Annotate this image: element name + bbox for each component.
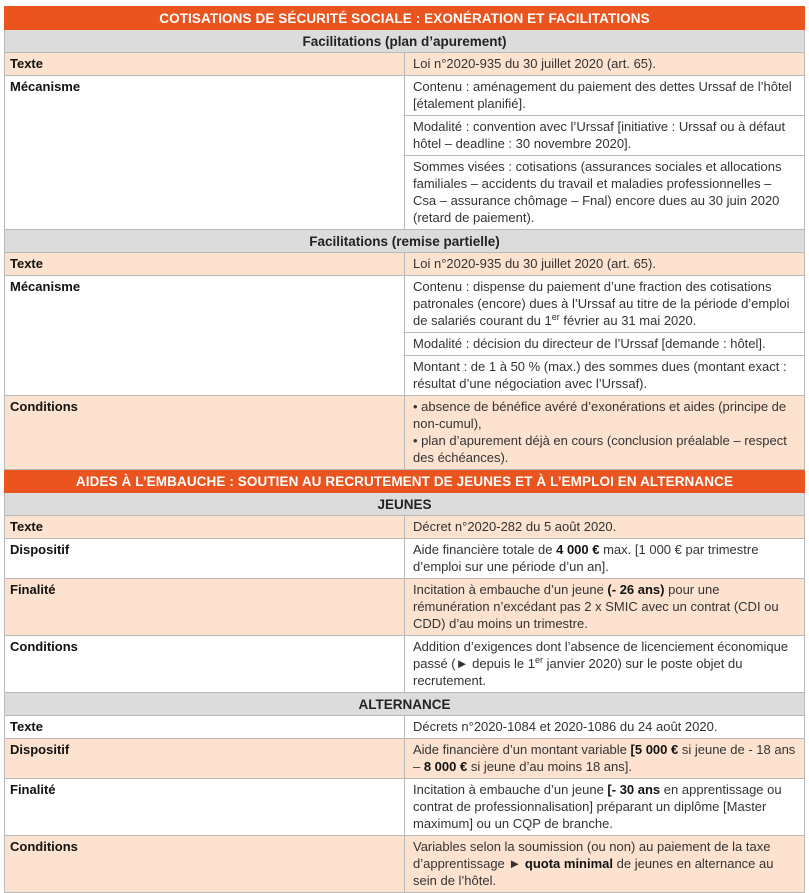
row-value: Montant : de 1 à 50 % (max.) des sommes dues (montant exact : résultat d’une négociation avec l’Urssaf). [405, 356, 805, 396]
text-part: Aide financière d’un montant variable [413, 742, 631, 757]
subsection-header-jeunes [5, 493, 805, 516]
row-finalite [5, 779, 805, 836]
row-label: Dispositif [5, 739, 405, 779]
text-part: Variables selon la soumission (ou non) au paiement de la taxe d’apprentissage ► [413, 839, 771, 871]
subsection-title: Facilitations (plan d’apurement) [5, 30, 805, 53]
row-mecanisme [5, 276, 805, 333]
bold-amount: 8 000 € [423, 759, 468, 774]
row-value: Loi n°2020-935 du 30 juillet 2020 (art. 65). [405, 253, 805, 276]
text-part: si jeune de - 18 ans – [413, 742, 796, 774]
row-conditions [5, 836, 805, 893]
text-part: Addition d’exigences dont l’absence de licenciement économique passé (► depuis le 1 [413, 639, 789, 671]
subsection-header-remise [5, 230, 805, 253]
bold-text: [- 30 ans [607, 782, 661, 797]
row-label: Conditions [5, 836, 405, 893]
row-dispositif [5, 739, 805, 779]
section-title: COTISATIONS DE SÉCURITÉ SOCIALE : EXONÉRATION ET FACILITATIONS [5, 7, 805, 30]
subsection-title: ALTERNANCE [5, 693, 805, 716]
row-label: Conditions [5, 396, 405, 470]
row-label: Texte [5, 53, 405, 76]
row-label: Dispositif [5, 539, 405, 579]
row-value [405, 276, 805, 333]
row-mecanisme [5, 76, 805, 116]
row-label: Finalité [5, 779, 405, 836]
row-value: Modalité : convention avec l’Urssaf [initiative : Urssaf ou à défaut hôtel – deadline : 30 novembre 2020]. [405, 116, 805, 156]
row-conditions [5, 396, 805, 470]
text-part: janvier 2020) sur le poste objet du recrutement. [413, 656, 743, 688]
row-value: Décret n°2020-282 du 5 août 2020. [405, 516, 805, 539]
row-label: Mécanisme [5, 76, 405, 230]
row-value [405, 779, 805, 836]
bold-text: (- 26 ans) [607, 582, 665, 597]
text-part: de jeunes en alternance au sein de l’hôtel. [413, 856, 774, 888]
row-value [405, 539, 805, 579]
text-part: Aide financière totale de [413, 542, 557, 557]
row-value [405, 636, 805, 693]
subsection-title: Facilitations (remise partielle) [5, 230, 805, 253]
text-part: Incitation à embauche d’un jeune [413, 582, 608, 597]
superscript: er [535, 655, 544, 665]
list-item: • plan d’apurement déjà en cours (conclusion préalable – respect des échéances). [413, 433, 787, 465]
list-item: • absence de bénéfice avéré d’exonérations et aides (principe de non-cumul), [413, 399, 787, 431]
info-table [4, 6, 805, 893]
row-texte [5, 516, 805, 539]
row-texte [5, 253, 805, 276]
row-label: Conditions [5, 636, 405, 693]
row-value [405, 836, 805, 893]
row-label: Texte [5, 516, 405, 539]
row-texte [5, 716, 805, 739]
text-part: max. [1 000 € par trimestre d’emploi sur une période d’un an]. [413, 542, 759, 574]
row-value: Contenu : aménagement du paiement des dettes Urssaf de l’hôtel [étalement planifié]. [405, 76, 805, 116]
document [4, 6, 805, 893]
bold-text: quota minimal [524, 856, 614, 871]
bold-amount: 4 000 € [556, 542, 600, 557]
superscript: er [551, 312, 560, 322]
row-value: Décrets n°2020-1084 et 2020-1086 du 24 août 2020. [405, 716, 805, 739]
row-conditions [5, 636, 805, 693]
bold-amount: [5 000 € [630, 742, 679, 757]
text-part: si jeune d’au moins 18 ans]. [467, 759, 632, 774]
row-label: Texte [5, 716, 405, 739]
text-part: en apprentissage ou contrat de professionnalisation] préparant un diplôme [Master maximum] ou un CQP de branche. [413, 782, 782, 831]
row-label: Mécanisme [5, 276, 405, 396]
row-dispositif [5, 539, 805, 579]
text-part: février au 31 mai 2020. [559, 313, 697, 328]
row-label: Finalité [5, 579, 405, 636]
row-value [405, 396, 805, 470]
row-value: Loi n°2020-935 du 30 juillet 2020 (art. 65). [405, 53, 805, 76]
subsection-header-plan [5, 30, 805, 53]
row-finalite [5, 579, 805, 636]
row-value [405, 579, 805, 636]
section-title: AIDES À L’EMBAUCHE : SOUTIEN AU RECRUTEMENT DE JEUNES ET À L’EMPLOI EN ALTERNANCE [5, 470, 805, 493]
text-part: Incitation à embauche d’un jeune [413, 782, 608, 797]
subsection-title: JEUNES [5, 493, 805, 516]
row-label: Texte [5, 253, 405, 276]
row-texte [5, 53, 805, 76]
row-value [405, 739, 805, 779]
text-part: pour une rémunération n’excédant pas 2 x SMIC avec un contrat (CDI ou CDD) d’au moins un trimestre. [413, 582, 779, 631]
subsection-header-alternance [5, 693, 805, 716]
section-header-aides [5, 470, 805, 493]
row-value: Modalité : décision du directeur de l’Urssaf [demande : hôtel]. [405, 333, 805, 356]
text-part: Contenu : dispense du paiement d’une fraction des cotisations patronales (encore) dues à l’Urssaf au titre de la période d’emploi de salariés courant du 1 [413, 279, 790, 328]
row-value: Sommes visées : cotisations (assurances sociales et allocations familiales – accidents du travail et maladies professionnelles – Csa – assurance chômage – Fnal) encore dues au 30 juin 2020 (retard de paiement). [405, 156, 805, 230]
section-header-cotisations [5, 7, 805, 30]
